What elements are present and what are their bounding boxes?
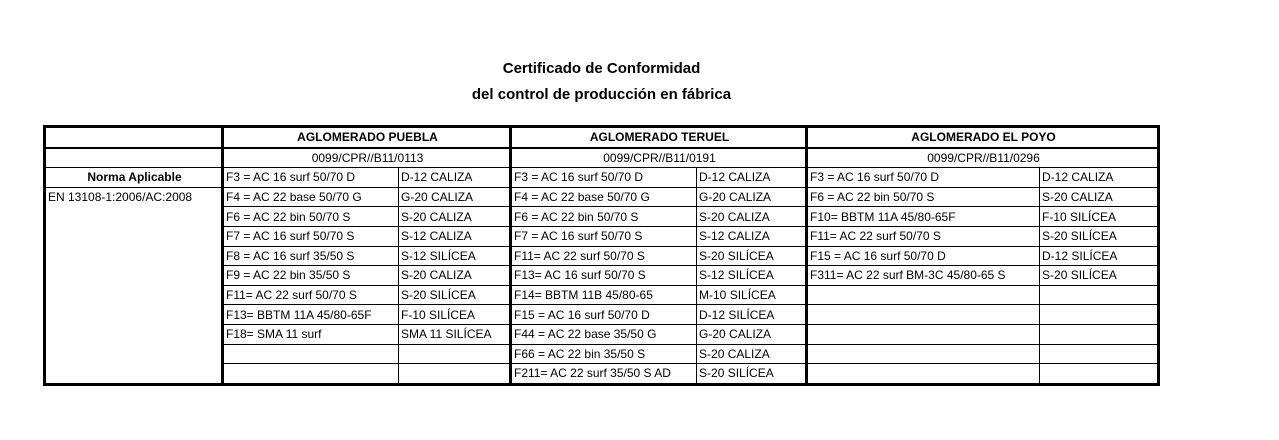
mix-designation: F44 = AC 22 base 35/50 G [511, 324, 697, 344]
mix-designation: F6 = AC 22 bin 50/70 S [511, 207, 697, 227]
table-row [45, 187, 1159, 207]
mix-designation: F311= AC 22 surf BM-3C 45/80-65 S [807, 266, 1040, 286]
aggregate-type: G-20 CALIZA [697, 324, 807, 344]
document-subtitle: del control de producción en fábrica [471, 86, 732, 103]
empty-cell [807, 364, 1040, 385]
empty-cell [1040, 324, 1159, 344]
empty-cell [807, 305, 1040, 325]
empty-cell [807, 324, 1040, 344]
mix-designation: F13= BBTM 11A 45/80-65F [223, 305, 399, 325]
mix-designation: F7 = AC 16 surf 50/70 S [511, 226, 697, 246]
empty-cell [399, 364, 511, 385]
aggregate-type: S-20 CALIZA [697, 207, 807, 227]
aggregate-type: D-12 CALIZA [399, 168, 511, 188]
aggregate-type: S-20 CALIZA [399, 266, 511, 286]
aggregate-type: S-20 CALIZA [399, 207, 511, 227]
mix-designation: F15 = AC 16 surf 50/70 D [511, 305, 697, 325]
mix-designation: F4 = AC 22 base 50/70 G [511, 187, 697, 207]
mix-designation: F3 = AC 16 surf 50/70 D [223, 168, 399, 188]
group-name: AGLOMERADO TERUEL [511, 127, 807, 148]
aggregate-type: M-10 SILÍCEA [697, 285, 807, 305]
aggregate-type: S-12 CALIZA [697, 226, 807, 246]
empty-cell [1040, 344, 1159, 364]
aggregate-type: S-20 SILÍCEA [399, 285, 511, 305]
certificate-number: 0099/CPR//B11/0191 [511, 148, 807, 168]
empty-cell [1040, 364, 1159, 385]
empty-cell [1040, 305, 1159, 325]
aggregate-type: S-12 CALIZA [399, 226, 511, 246]
aggregate-type: F-10 SILÍCEA [399, 305, 511, 325]
mix-designation: F18= SMA 11 surf [223, 324, 399, 344]
mix-designation: F11= AC 22 surf 50/70 S [807, 226, 1040, 246]
group-name: AGLOMERADO PUEBLA [223, 127, 511, 148]
mix-designation: F7 = AC 16 surf 50/70 S [223, 226, 399, 246]
certificate-number: 0099/CPR//B11/0296 [807, 148, 1159, 168]
document-title: Certificado de Conformidad [502, 60, 701, 77]
mix-designation: F13= AC 16 surf 50/70 S [511, 266, 697, 286]
aggregate-type: F-10 SILÍCEA [1040, 207, 1159, 227]
mix-designation: F3 = AC 16 surf 50/70 D [511, 168, 697, 188]
empty-cell [807, 285, 1040, 305]
mix-designation: F66 = AC 22 bin 35/50 S [511, 344, 697, 364]
empty-cell [1040, 285, 1159, 305]
mix-designation: F211= AC 22 surf 35/50 S AD [511, 364, 697, 385]
aggregate-type: S-12 SILÍCEA [697, 266, 807, 286]
aggregate-type: D-12 CALIZA [697, 168, 807, 188]
mix-designation: F14= BBTM 11B 45/80-65 [511, 285, 697, 305]
certificate-table [43, 125, 1160, 386]
aggregate-type: SMA 11 SILÍCEA [399, 324, 511, 344]
aggregate-type: S-20 SILÍCEA [697, 364, 807, 385]
mix-designation: F6 = AC 22 bin 50/70 S [223, 207, 399, 227]
aggregate-type: D-12 SILÍCEA [1040, 246, 1159, 266]
aggregate-type: G-20 CALIZA [399, 187, 511, 207]
mix-designation: F6 = AC 22 bin 50/70 S [807, 187, 1040, 207]
certificate-row [45, 148, 1159, 168]
mix-designation: F11= AC 22 surf 50/70 S [223, 285, 399, 305]
mix-designation: F3 = AC 16 surf 50/70 D [807, 168, 1040, 188]
empty-cell [399, 344, 511, 364]
mix-designation: F4 = AC 22 base 50/70 G [223, 187, 399, 207]
norma-blank-cell [45, 148, 223, 168]
aggregate-type: S-20 SILÍCEA [697, 246, 807, 266]
aggregate-type: S-20 CALIZA [1040, 187, 1159, 207]
header-row [45, 127, 1159, 148]
group-name: AGLOMERADO EL POYO [807, 127, 1159, 148]
certificate-number: 0099/CPR//B11/0113 [223, 148, 511, 168]
norma-value: EN 13108-1:2006/AC:2008 [45, 187, 223, 384]
mix-designation: F15 = AC 16 surf 50/70 D [807, 246, 1040, 266]
header-blank-cell [45, 127, 223, 148]
aggregate-type: S-20 CALIZA [697, 344, 807, 364]
aggregate-type: S-12 SILÍCEA [399, 246, 511, 266]
aggregate-type: D-12 SILÍCEA [697, 305, 807, 325]
empty-cell [807, 344, 1040, 364]
empty-cell [223, 364, 399, 385]
mix-designation: F8 = AC 16 surf 35/50 S [223, 246, 399, 266]
norma-header: Norma Aplicable [45, 168, 223, 188]
empty-cell [223, 344, 399, 364]
mix-designation: F9 = AC 22 bin 35/50 S [223, 266, 399, 286]
mix-designation: F11= AC 22 surf 50/70 S [511, 246, 697, 266]
mix-designation: F10= BBTM 11A 45/80-65F [807, 207, 1040, 227]
aggregate-type: S-20 SILÍCEA [1040, 226, 1159, 246]
table-row [45, 168, 1159, 188]
aggregate-type: G-20 CALIZA [697, 187, 807, 207]
aggregate-type: D-12 CALIZA [1040, 168, 1159, 188]
aggregate-type: S-20 SILÍCEA [1040, 266, 1159, 286]
